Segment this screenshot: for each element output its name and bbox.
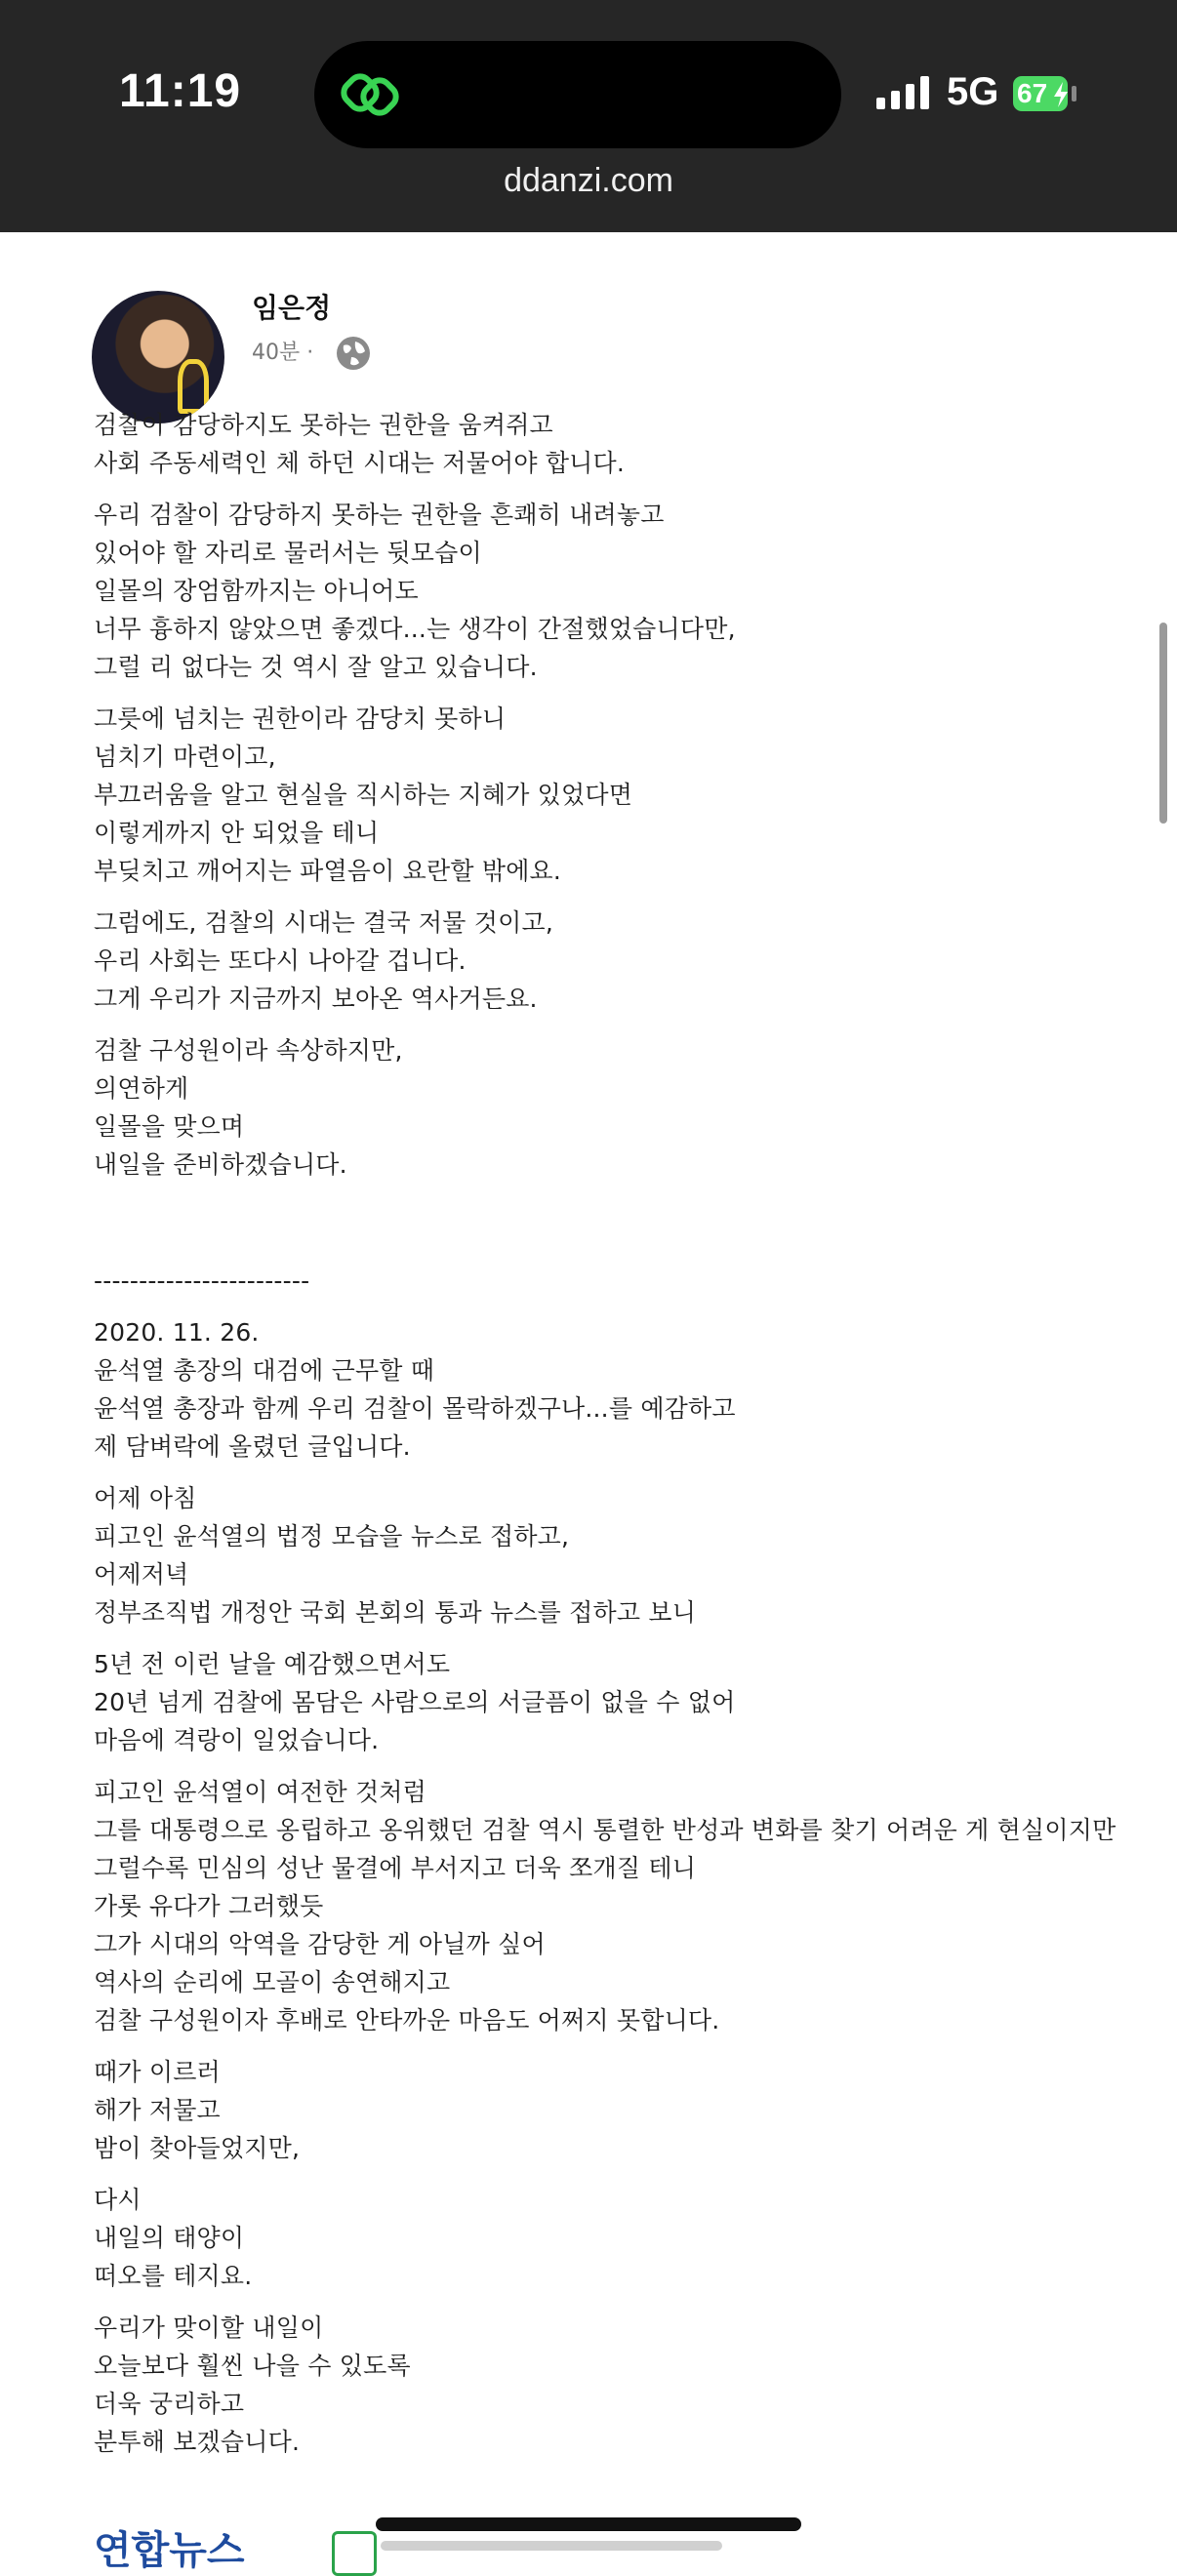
post-line: 해가 저물고 (94, 2096, 221, 2124)
post-line: 어제 아침 (94, 1484, 197, 1512)
post-line: 일몰의 장엄함까지는 아니어도 (94, 577, 419, 605)
post-paragraph (94, 1031, 1177, 1184)
news-logo[interactable]: 연합뉴스 (94, 2529, 245, 2572)
post-line: 더욱 궁리하고 (94, 2390, 245, 2418)
post-line: 2020. 11. 26. (94, 1318, 260, 1347)
post-line: 검찰 구성원이자 후배로 안타까운 마음도 어쩌지 못합니다. (94, 2006, 720, 2034)
post-paragraph (94, 2053, 1177, 2167)
post-line: 내일의 태양이 (94, 2224, 245, 2252)
post-paragraph (94, 2309, 1177, 2461)
post-paragraphs-2 (94, 1313, 1177, 2461)
globe-icon (334, 334, 373, 373)
post-line: 그럼에도, 검찰의 시대는 결국 저물 것이고, (94, 908, 553, 937)
post-paragraph (94, 904, 1177, 1018)
post-line: 그게 우리가 지금까지 보아온 역사거든요. (94, 985, 538, 1013)
post-line: 검찰이 감당하지도 못하는 권한을 움켜쥐고 (94, 411, 553, 439)
home-indicator[interactable] (376, 2517, 801, 2531)
post-line: 그를 대통령으로 옹립하고 옹위했던 검찰 역시 통렬한 반성과 변화를 찾기 어려운 게 현실이지만 (94, 1816, 1116, 1844)
status-bar (0, 0, 1177, 232)
post-paragraphs-1 (94, 406, 1177, 1184)
post-paragraph (94, 1313, 1177, 1466)
post-line: 그럴수록 민심의 성난 물결에 부서지고 더욱 쪼개질 테니 (94, 1854, 697, 1882)
post-paragraph (94, 1645, 1177, 1759)
bottom-toolbar-hint (381, 2541, 722, 2551)
post-line: 그럴 리 없다는 것 역시 잘 알고 있습니다. (94, 653, 538, 681)
post-paragraph (94, 1773, 1177, 2039)
plus-box-icon[interactable] (332, 2531, 377, 2576)
post-line: 일몰을 맞으며 (94, 1112, 245, 1141)
post-paragraph (94, 496, 1177, 686)
post-line: 윤석열 총장과 함께 우리 검찰이 몰락하겠구나...를 예감하고 (94, 1394, 736, 1423)
post-line: 우리가 맞이할 내일이 (94, 2314, 324, 2342)
network-type: 5G (947, 70, 999, 113)
post-line: 오늘보다 훨씬 나을 수 있도록 (94, 2352, 411, 2380)
post-line: 5년 전 이런 날을 예감했으면서도 (94, 1650, 451, 1678)
post-line: 제 담벼락에 올렸던 글입니다. (94, 1432, 411, 1461)
post-line: 떠오를 테지요. (94, 2262, 253, 2290)
post-line: 사회 주동세력인 체 하던 시대는 저물어야 합니다. (94, 449, 626, 477)
battery-cap (1072, 86, 1076, 101)
post-line: 부딪치고 깨어지는 파열음이 요란할 밖에요. (94, 857, 562, 885)
post-paragraph (94, 1479, 1177, 1631)
post-line: 밤이 찾아들었지만, (94, 2134, 301, 2162)
post-line: 우리 사회는 또다시 나아갈 겁니다. (94, 946, 467, 975)
post-line: 역사의 순리에 모골이 송연해지고 (94, 1968, 451, 1996)
post-line: 그가 시대의 악역을 감당한 게 아닐까 싶어 (94, 1930, 546, 1958)
post-line: 넘치기 마련이고, (94, 743, 276, 771)
status-time: 11:19 (119, 65, 242, 117)
link-chain-icon (338, 62, 402, 127)
spacer (94, 1197, 1177, 1262)
post-screenshot (0, 232, 1177, 2558)
post-line: 다시 (94, 2186, 142, 2214)
post-line: 의연하게 (94, 1074, 189, 1103)
post-line: 있어야 할 자리로 물러서는 뒷모습이 (94, 539, 482, 567)
avatar[interactable] (92, 291, 224, 423)
post-line: 검찰 구성원이라 속상하지만, (94, 1036, 403, 1065)
post-line: 마음에 격랑이 일었습니다. (94, 1726, 380, 1754)
post-line: 그릇에 넘치는 권한이라 감당치 못하니 (94, 704, 507, 733)
post-line: 너무 흉하지 않았으면 좋겠다...는 생각이 간절했었습니다만, (94, 615, 736, 643)
post-paragraph (94, 406, 1177, 482)
post-body (94, 406, 1177, 2475)
scrollbar[interactable] (1159, 623, 1167, 824)
dynamic-island[interactable] (314, 41, 841, 148)
post-line: 20년 넘게 검찰에 몸담은 사람으로의 서글픔이 없을 수 없어 (94, 1688, 736, 1716)
post-line: 내일을 준비하겠습니다. (94, 1150, 347, 1179)
post-time: 40분 · (252, 341, 314, 365)
post-line: 우리 검찰이 감당하지 못하는 권한을 흔쾌히 내려놓고 (94, 501, 665, 529)
battery-level: 67 (1013, 76, 1068, 111)
address-bar-url[interactable]: ddanzi.com (504, 162, 673, 199)
post-line: 정부조직법 개정안 국회 본회의 통과 뉴스를 접하고 보니 (94, 1598, 697, 1627)
author-name[interactable]: 임은정 (252, 292, 332, 324)
post-line: 이렇게까지 안 되었을 테니 (94, 819, 380, 847)
post-line: 부끄러움을 알고 현실을 직시하는 지혜가 있었다면 (94, 781, 633, 809)
post-line: 피고인 윤석열이 여전한 것처럼 (94, 1778, 426, 1806)
charging-bolt-icon (1052, 82, 1070, 107)
post-line: 분투해 보겠습니다. (94, 2428, 301, 2456)
post-line: 피고인 윤석열의 법정 모습을 뉴스로 접하고, (94, 1522, 570, 1550)
post-line: 가롯 유다가 그러했듯 (94, 1892, 324, 1920)
post-line: 어제저녁 (94, 1560, 189, 1589)
post-line: 윤석열 총장의 대검에 근무할 때 (94, 1356, 435, 1385)
post-paragraph (94, 2181, 1177, 2295)
post-paragraph (94, 700, 1177, 890)
post-line: 때가 이르러 (94, 2058, 221, 2086)
separator-line: ------------------------ (94, 1267, 310, 1295)
signal-icon (876, 76, 935, 109)
